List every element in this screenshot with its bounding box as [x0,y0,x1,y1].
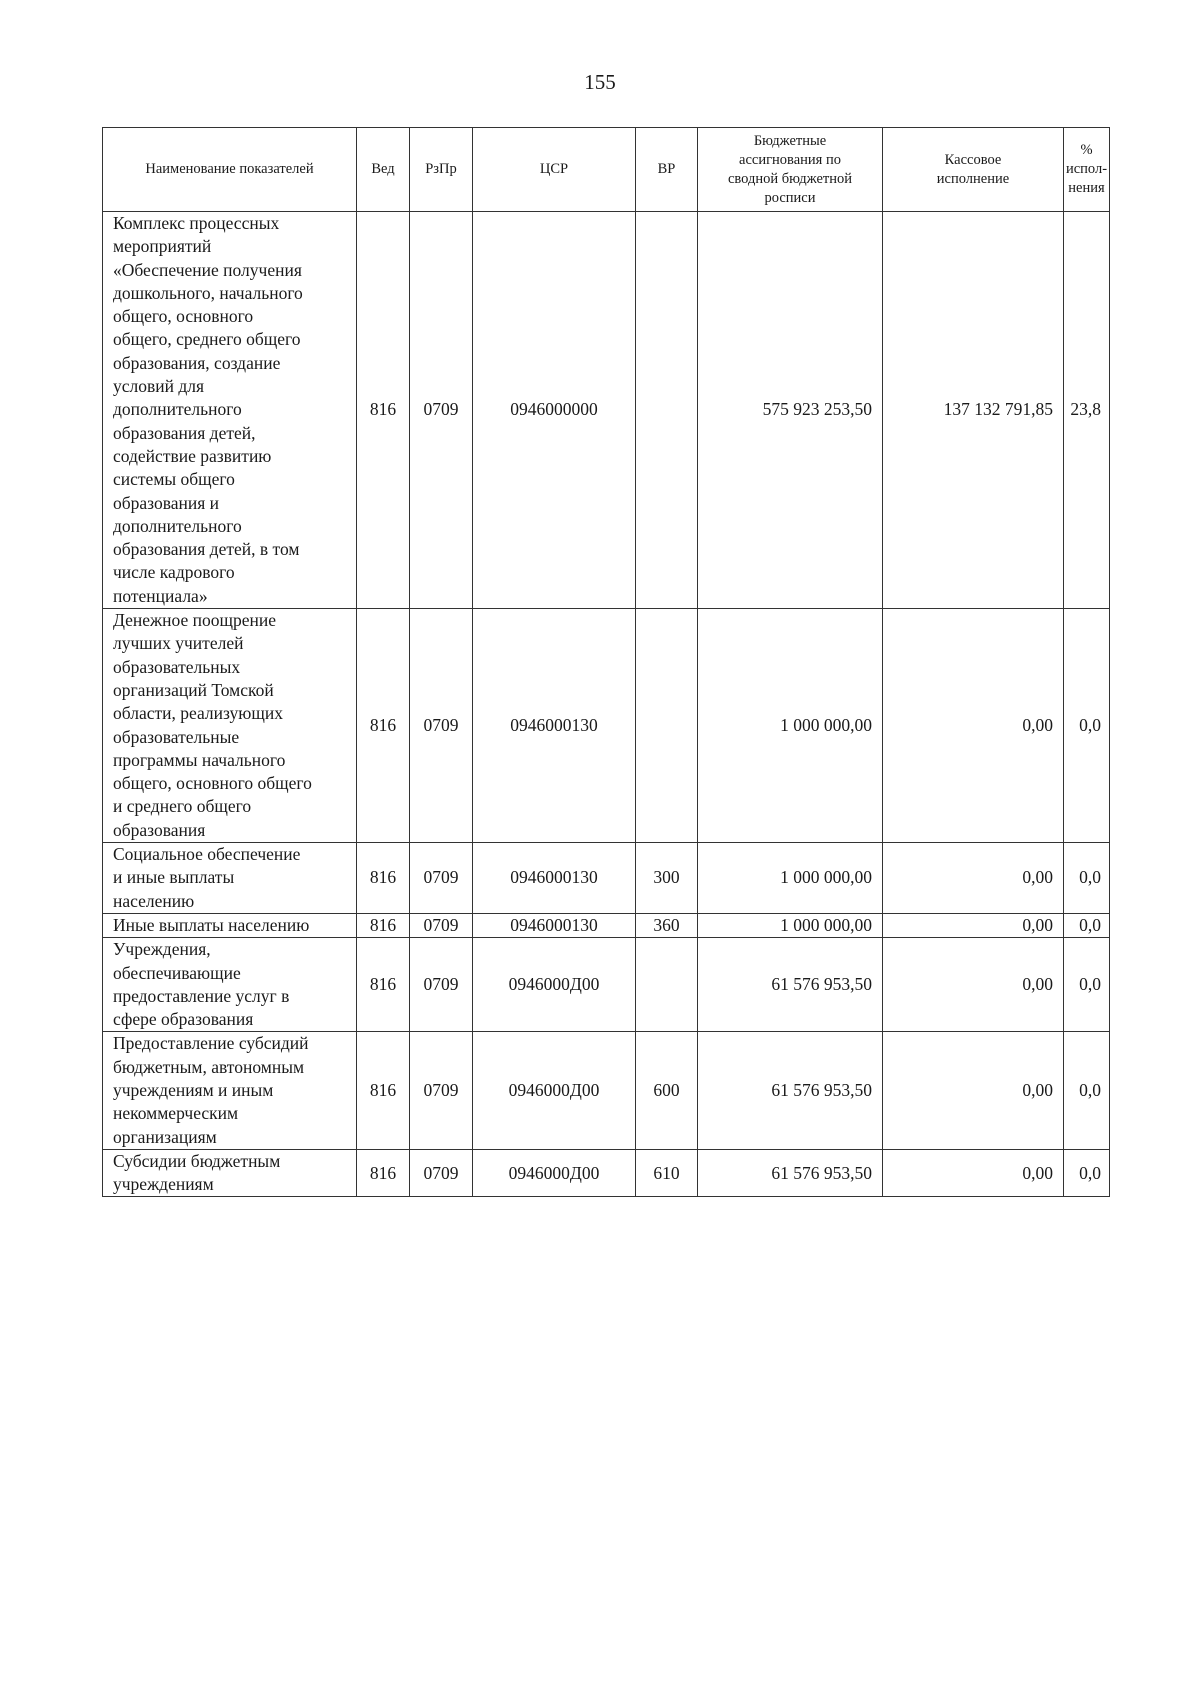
row-percent-execution: 23,8 [1064,212,1110,609]
row-csr: 0946000Д00 [473,938,636,1032]
row-budget-assignment: 1 000 000,00 [698,843,883,914]
header-vr: ВР [636,128,698,212]
row-ved: 816 [357,843,410,914]
row-csr: 0946000130 [473,913,636,937]
row-cash-execution: 0,00 [883,1032,1064,1149]
row-budget-assignment: 61 576 953,50 [698,1032,883,1149]
page-number: 155 [584,70,616,94]
row-vr: 600 [636,1032,698,1149]
row-vr [636,938,698,1032]
row-budget-assignment: 1 000 000,00 [698,609,883,843]
row-rzpr: 0709 [410,843,473,914]
table-row [103,1149,1110,1197]
row-budget-assignment: 575 923 253,50 [698,212,883,609]
row-rzpr: 0709 [410,609,473,843]
row-name: Иные выплаты населению [103,913,357,937]
row-vr: 610 [636,1149,698,1197]
row-percent-execution: 0,0 [1064,938,1110,1032]
row-percent-execution: 0,0 [1064,1032,1110,1149]
row-name: Комплекс процессных мероприятий «Обеспечение получения дошкольного, начального общего, основного общего, среднего общего образования, создание условий для дополнительного образования детей, содействие развитию системы общего образования и дополнительного образования детей, в том числе кадрового потенциала» [103,212,357,609]
row-percent-execution: 0,0 [1064,843,1110,914]
row-percent-execution: 0,0 [1064,1149,1110,1197]
row-rzpr: 0709 [410,913,473,937]
row-percent-execution: 0,0 [1064,609,1110,843]
row-rzpr: 0709 [410,212,473,609]
table-body [103,212,1110,1197]
table-row [103,1032,1110,1149]
row-ved: 816 [357,1149,410,1197]
row-name: Учреждения, обеспечивающие предоставление услуг в сфере образования [103,938,357,1032]
row-cash-execution: 0,00 [883,843,1064,914]
row-ved: 816 [357,913,410,937]
row-csr: 0946000000 [473,212,636,609]
row-vr: 360 [636,913,698,937]
row-name: Субсидии бюджетным учреждениям [103,1149,357,1197]
table-row [103,938,1110,1032]
table-row [103,609,1110,843]
row-name: Денежное поощрение лучших учителей образовательных организаций Томской области, реализующих образовательные программы начального общего, основного общего и среднего общего образования [103,609,357,843]
row-name: Предоставление субсидий бюджетным, автономным учреждениям и иным некоммерческим организациям [103,1032,357,1149]
row-cash-execution: 137 132 791,85 [883,212,1064,609]
table-row [103,913,1110,937]
row-ved: 816 [357,938,410,1032]
row-csr: 0946000130 [473,843,636,914]
row-rzpr: 0709 [410,938,473,1032]
row-ved: 816 [357,1032,410,1149]
header-cash-execution: Кассовое исполнение [883,128,1064,212]
row-ved: 816 [357,212,410,609]
row-cash-execution: 0,00 [883,913,1064,937]
row-rzpr: 0709 [410,1032,473,1149]
header-csr: ЦСР [473,128,636,212]
row-csr: 0946000Д00 [473,1149,636,1197]
row-budget-assignment: 61 576 953,50 [698,938,883,1032]
row-csr: 0946000130 [473,609,636,843]
row-budget-assignment: 61 576 953,50 [698,1149,883,1197]
row-vr [636,212,698,609]
row-vr: 300 [636,843,698,914]
row-percent-execution: 0,0 [1064,913,1110,937]
budget-execution-table [102,127,1110,1197]
header-budget-assignments: Бюджетные ассигнования по сводной бюджетной росписи [698,128,883,212]
row-budget-assignment: 1 000 000,00 [698,913,883,937]
header-rzpr: РзПр [410,128,473,212]
row-csr: 0946000Д00 [473,1032,636,1149]
row-ved: 816 [357,609,410,843]
header-ved: Вед [357,128,410,212]
row-cash-execution: 0,00 [883,938,1064,1032]
row-name: Социальное обеспечение и иные выплаты населению [103,843,357,914]
header-percent-execution: % испол- нения [1064,128,1110,212]
row-cash-execution: 0,00 [883,609,1064,843]
row-vr [636,609,698,843]
table-row [103,212,1110,609]
table-header-row [103,128,1110,212]
row-rzpr: 0709 [410,1149,473,1197]
table-row [103,843,1110,914]
row-cash-execution: 0,00 [883,1149,1064,1197]
header-name: Наименование показателей [103,128,357,212]
